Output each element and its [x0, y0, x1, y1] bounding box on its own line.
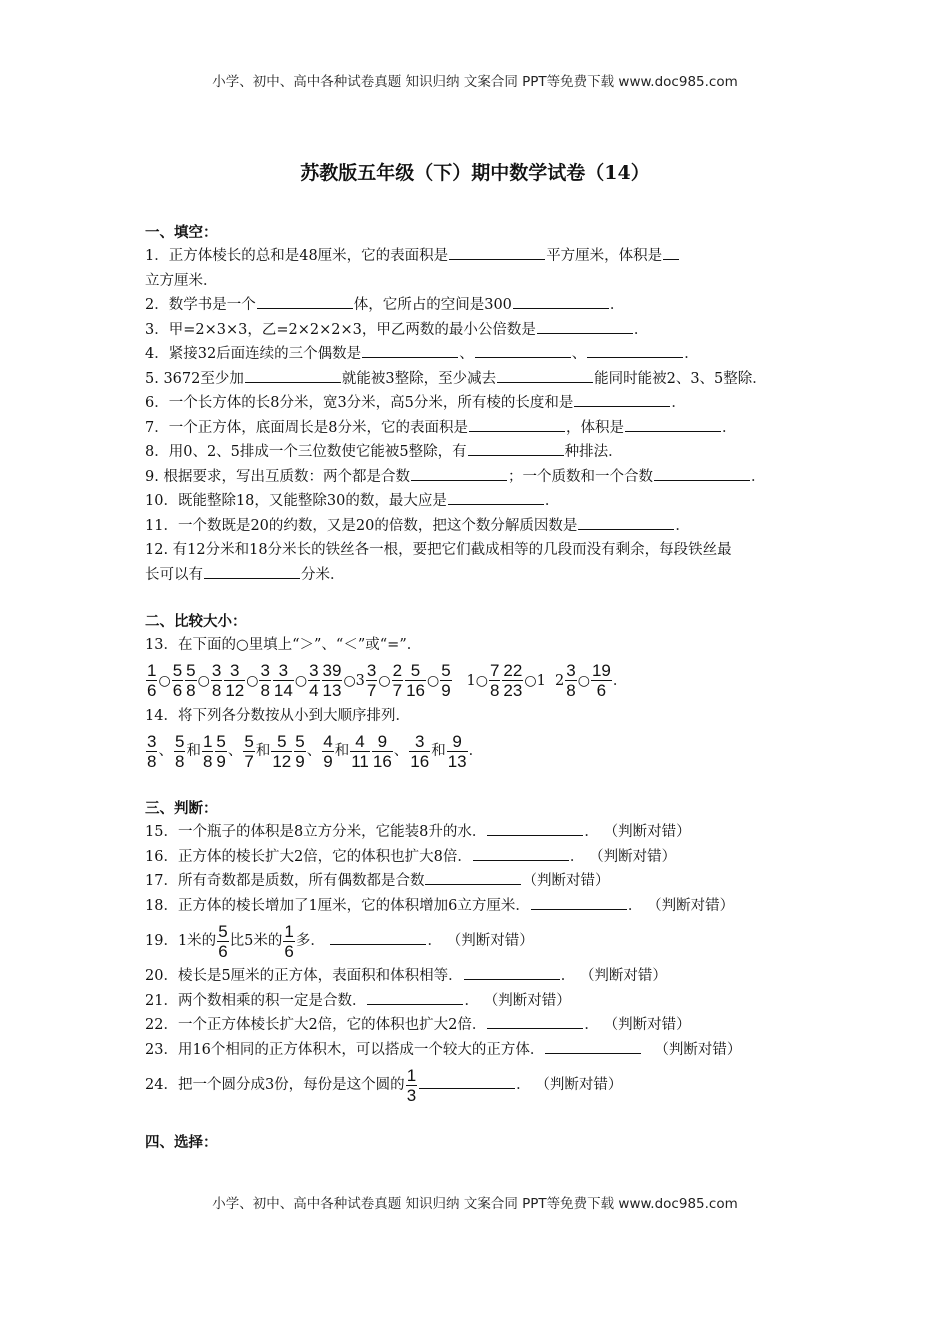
judge-hint: （判断对错） — [610, 1017, 691, 1033]
fraction: $\frac{1}{8}$ — [202, 731, 213, 771]
fraction: $\frac{5}{9}$ — [441, 661, 451, 700]
q1-text: 平方厘米，体积是 — [546, 248, 663, 264]
compare-circle[interactable]: ○ — [524, 672, 537, 689]
answer-blank[interactable] — [663, 244, 679, 260]
question-2 — [145, 293, 825, 318]
q7-text: 7．一个正方体，底面周长是8分米，它的表面积是 — [145, 419, 468, 436]
q4-text: 、 — [571, 346, 587, 362]
answer-blank[interactable] — [449, 244, 545, 260]
compare-circle[interactable]: ○ — [426, 672, 440, 689]
compare-circle[interactable]: ○ — [246, 672, 259, 689]
judge-hint: （判断对错） — [453, 933, 534, 949]
fraction: $\frac{5}{12}$ — [272, 731, 292, 771]
question-5 — [145, 367, 825, 392]
answer-blank[interactable] — [257, 293, 353, 309]
compare-circle[interactable]: ○ — [475, 672, 488, 689]
question-16: 16．正方体的棱长扩大2倍，它的体积也扩大8倍． ． （判断对错） — [145, 845, 825, 870]
q7-text: ，体积是 — [565, 419, 624, 436]
question-3 — [145, 318, 825, 343]
answer-blank[interactable] — [487, 820, 583, 836]
answer-blank[interactable] — [587, 342, 683, 358]
q7-text: ． — [721, 419, 737, 436]
question-18: 18．正方体的棱长增加了1厘米，它的体积增加6立方厘米． ． （判断对错） — [145, 894, 825, 919]
q17-text: 17．所有奇数都是质数，所有偶数都是合数 — [145, 873, 425, 889]
section-compare: 二、比较大小： — [145, 613, 247, 630]
compare-circle[interactable]: ○ — [577, 672, 590, 689]
judge-hint: （判断对错） — [610, 824, 691, 840]
answer-blank[interactable] — [419, 1073, 515, 1089]
fraction: $\frac{5}{6}$ — [218, 921, 228, 961]
q2-text: 2．数学书是一个 — [145, 297, 256, 313]
q4-text: 4．紧接32后面连续的三个偶数是 — [145, 346, 362, 362]
question-19: 19．1米的 $\frac{5}{6}$ 比5米的 $\frac{1}{6}$ 多． ． （判断对错） — [145, 921, 534, 961]
question-22: 22．一个正方体棱长扩大2倍，它的体积也扩大2倍． ． （判断对错） — [145, 1013, 825, 1038]
q3-text: 3．甲=2×3×3，乙=2×2×2×3，甲乙两数的最小公倍数是 — [145, 321, 536, 338]
answer-blank[interactable] — [537, 318, 633, 334]
fraction: $\frac{22}{23}$ — [503, 661, 523, 700]
q9-text: ． — [750, 468, 766, 485]
q11-text: ． — [675, 517, 690, 534]
q11-text: 11．一个数既是20的约数，又是20的倍数，把这个数分解质因数是 — [145, 517, 578, 534]
q6-text: ． — [671, 395, 686, 411]
fraction: $\frac{39}{13}$ — [322, 661, 342, 700]
integer: 1 — [536, 672, 546, 689]
q14-text: 14．将下列各分数按从小到大顺序排列． — [145, 707, 410, 724]
answer-blank[interactable] — [497, 367, 593, 383]
question-4 — [145, 342, 825, 367]
fraction: $\frac{5}{9}$ — [295, 731, 305, 771]
compare-circle[interactable]: ○ — [158, 672, 171, 689]
fraction: $\frac{1}{6}$ — [147, 661, 157, 700]
judge-hint: （判断对错） — [490, 992, 571, 1009]
fraction: $\frac{5}{8}$ — [174, 731, 185, 771]
question-13-fractions: $\frac{1}{6}$ ○ $\frac{5}{6}$ $\frac{5}{8}$ ○ $\frac{3}{8}$ $\frac{3}{12}$ ○ $\frac{3}{8}$ $\frac{3}{14}$ ○ $\frac{3}{4}$ $\frac{39}{13}$ ○3 $\frac{3}{7}$ ○ $\frac{2}{7}$ $\frac{5}{16}$ ○ $\frac{5}{9}$ 1○ $\frac{7}{8}$ $\frac{22}{23}$ ○1 2 $\frac{3}{8}$ ○ $\frac{19}{6}$ ． — [147, 661, 628, 700]
question-13 — [145, 633, 825, 658]
answer-blank[interactable] — [473, 845, 569, 861]
fraction: $\frac{3}{8}$ — [147, 731, 157, 771]
q1-text: 1．正方体棱长的总和是48厘米，它的表面积是 — [145, 248, 449, 264]
q5-text: 5. 3672至少加 — [145, 370, 244, 387]
q3-text: ． — [633, 321, 649, 338]
question-23 — [145, 1038, 825, 1063]
q2-text: 体，它所占的空间是300 — [353, 297, 512, 313]
fraction: $\frac{3}{8}$ — [211, 661, 222, 700]
fraction: $\frac{2}{7}$ — [392, 661, 403, 700]
answer-blank[interactable] — [448, 489, 544, 505]
judge-hint: （判断对错） — [654, 897, 735, 914]
answer-blank[interactable] — [330, 929, 426, 945]
fraction: $\frac{5}{6}$ — [172, 661, 183, 700]
answer-blank[interactable] — [469, 416, 565, 432]
fraction: $\frac{5}{8}$ — [186, 661, 196, 700]
fraction: $\frac{5}{7}$ — [244, 731, 254, 771]
q8-text: 8．用0、2、5排成一个三位数使它能被5整除，有 — [145, 444, 467, 460]
q23-text: 23．用16个相同的正方体积木，可以搭成一个较大的正方体． — [145, 1041, 545, 1058]
q6-text: 6．一个长方体的长8分米，宽3分米，高5分米，所有棱的长度和是 — [145, 395, 574, 411]
q13-text: 13．在下面的○里填上“＞”、“＜”或“=”． — [145, 637, 422, 653]
fraction: $\frac{19}{6}$ — [591, 661, 611, 700]
fraction: $\frac{3}{8}$ — [260, 661, 270, 700]
section-choice: 四、选择： — [145, 1134, 218, 1151]
q19-text: 多． — [295, 933, 325, 949]
exam-content — [145, 222, 825, 1154]
fraction: $\frac{4}{9}$ — [323, 731, 333, 771]
fraction: $\frac{1}{3}$ — [406, 1065, 417, 1105]
page-header: 小学、初中、高中各种试卷真题 知识归纳 文案合同 PPT等免费下载 www.doc985.com — [212, 74, 738, 90]
section-judge: 三、判断： — [145, 800, 218, 817]
question-20: 20．棱长是5厘米的正方体，表面积和体积相等． ． （判断对错） — [145, 964, 825, 989]
compare-circle[interactable]: ○ — [197, 672, 210, 689]
question-11 — [145, 514, 825, 539]
answer-blank[interactable] — [245, 367, 341, 383]
q12-text: 分米． — [301, 566, 345, 583]
question-15: 15．一个瓶子的体积是8立方分米，它能装8升的水． ． （判断对错） — [145, 820, 825, 845]
answer-blank[interactable] — [487, 1013, 583, 1029]
fraction: $\frac{3}{4}$ — [309, 661, 319, 700]
fraction: $\frac{5}{16}$ — [406, 661, 425, 700]
fraction: $\frac{7}{8}$ — [489, 661, 500, 700]
compare-circle[interactable]: ○ — [294, 672, 308, 689]
answer-blank[interactable] — [464, 964, 560, 980]
integer: 2 — [555, 672, 565, 689]
q10-text: 10．既能整除18，又能整除30的数，最大应是 — [145, 493, 447, 509]
integer: 1 — [466, 672, 476, 689]
fraction: $\frac{5}{9}$ — [216, 731, 226, 771]
answer-blank[interactable] — [468, 440, 564, 456]
q22-text: 22．一个正方体棱长扩大2倍，它的体积也扩大2倍． — [145, 1017, 487, 1033]
fraction: $\frac{9}{13}$ — [447, 731, 467, 771]
section-fill-in: 一、填空： — [145, 224, 218, 241]
question-12-cont — [145, 563, 825, 588]
q8-text: 种排法． — [564, 444, 623, 460]
answer-blank[interactable] — [475, 342, 571, 358]
fraction: $\frac{3}{12}$ — [225, 661, 245, 700]
fraction: $\frac{3}{16}$ — [410, 731, 430, 771]
q4-text: ． — [684, 346, 699, 362]
answer-blank[interactable] — [625, 416, 721, 432]
page-footer: 小学、初中、高中各种试卷真题 知识归纳 文案合同 PPT等免费下载 www.doc985.com — [212, 1196, 738, 1212]
q18-text: 18．正方体的棱长增加了1厘米，它的体积增加6立方厘米． — [145, 897, 530, 914]
q4-text: 、 — [459, 346, 474, 362]
q16-text: 16．正方体的棱长扩大2倍，它的体积也扩大8倍． — [145, 848, 472, 865]
q12-text: 12. 有12分米和18分米长的铁丝各一根，要把它们截成相等的几段而没有剩余，每段铁丝最 — [145, 542, 732, 558]
fraction: $\frac{3}{14}$ — [273, 661, 293, 700]
q5-text: 就能被3整除，至少减去 — [341, 370, 497, 387]
question-7 — [145, 416, 825, 441]
q10-text: ． — [544, 493, 560, 509]
q20-text: 20．棱长是5厘米的正方体，表面积和体积相等． — [145, 968, 463, 984]
integer: 3 — [355, 672, 365, 689]
answer-blank[interactable] — [531, 894, 627, 910]
judge-hint: （判断对错） — [522, 873, 610, 889]
q24-text: 24．把一个圆分成3份，每份是这个圆的 — [145, 1077, 405, 1093]
question-24: 24．把一个圆分成3份，每份是这个圆的 $\frac{1}{3}$ ． （判断对错） — [145, 1065, 623, 1105]
answer-blank[interactable] — [362, 342, 458, 358]
q19-text: 比5米的 — [229, 933, 283, 949]
q5-text: 能同时能被2、3、5整除． — [594, 370, 767, 387]
answer-blank[interactable] — [425, 869, 521, 885]
question-14-fractions: $\frac{3}{8}$ 、 $\frac{5}{8}$ 和 $\frac{1}{8}$ $\frac{5}{9}$ 、 $\frac{5}{7}$ 和 $\frac{5}{12}$ $\frac{5}{9}$ 、 $\frac{4}{9}$ 和 $\frac{4}{11}$ $\frac{9}{16}$ 、 $\frac{3}{16}$ 和 $\frac{9}{13}$ ． — [147, 731, 484, 771]
answer-blank[interactable] — [578, 514, 674, 530]
question-8 — [145, 440, 825, 465]
answer-blank[interactable] — [367, 989, 463, 1005]
q9-text: 9. 根据要求，写出互质数：两个都是合数 — [145, 468, 410, 485]
page-title: 苏教版五年级（下）期中数学试卷（14） — [300, 162, 650, 184]
fraction: $\frac{4}{11}$ — [351, 731, 369, 771]
compare-circle[interactable]: ○ — [343, 672, 356, 689]
question-12 — [145, 538, 825, 563]
compare-circle[interactable]: ○ — [378, 672, 391, 689]
judge-hint: （判断对错） — [596, 848, 677, 865]
q19-text: 19．1米的 — [145, 933, 217, 949]
answer-blank[interactable] — [513, 293, 609, 309]
q15-text: 15．一个瓶子的体积是8立方分米，它能装8升的水． — [145, 824, 487, 840]
fraction: $\frac{1}{6}$ — [284, 921, 294, 961]
judge-hint: （判断对错） — [542, 1077, 623, 1093]
q21-text: 21．两个数相乘的积一定是合数． — [145, 992, 367, 1009]
question-1-cont — [145, 269, 825, 294]
judge-hint: （判断对错） — [654, 1041, 742, 1058]
question-10 — [145, 489, 825, 514]
q12-text: 长可以有 — [145, 566, 203, 583]
answer-blank[interactable] — [654, 465, 750, 481]
question-21: 21．两个数相乘的积一定是合数． ． （判断对错） — [145, 989, 825, 1014]
judge-hint: （判断对错） — [587, 968, 667, 984]
answer-blank[interactable] — [204, 563, 300, 579]
question-1 — [145, 244, 825, 269]
answer-blank[interactable] — [545, 1038, 641, 1054]
question-6 — [145, 391, 825, 416]
question-9 — [145, 465, 825, 490]
question-14 — [145, 704, 825, 729]
q9-text: ；一个质数和一个合数 — [507, 468, 653, 485]
fraction: $\frac{3}{7}$ — [366, 661, 377, 700]
fraction: $\frac{9}{16}$ — [372, 731, 392, 771]
q2-text: ． — [609, 297, 625, 313]
q1-text: 立方厘米． — [145, 272, 218, 289]
fraction: $\frac{3}{8}$ — [566, 661, 576, 700]
answer-blank[interactable] — [574, 391, 670, 407]
question-17 — [145, 869, 825, 894]
answer-blank[interactable] — [411, 465, 507, 481]
